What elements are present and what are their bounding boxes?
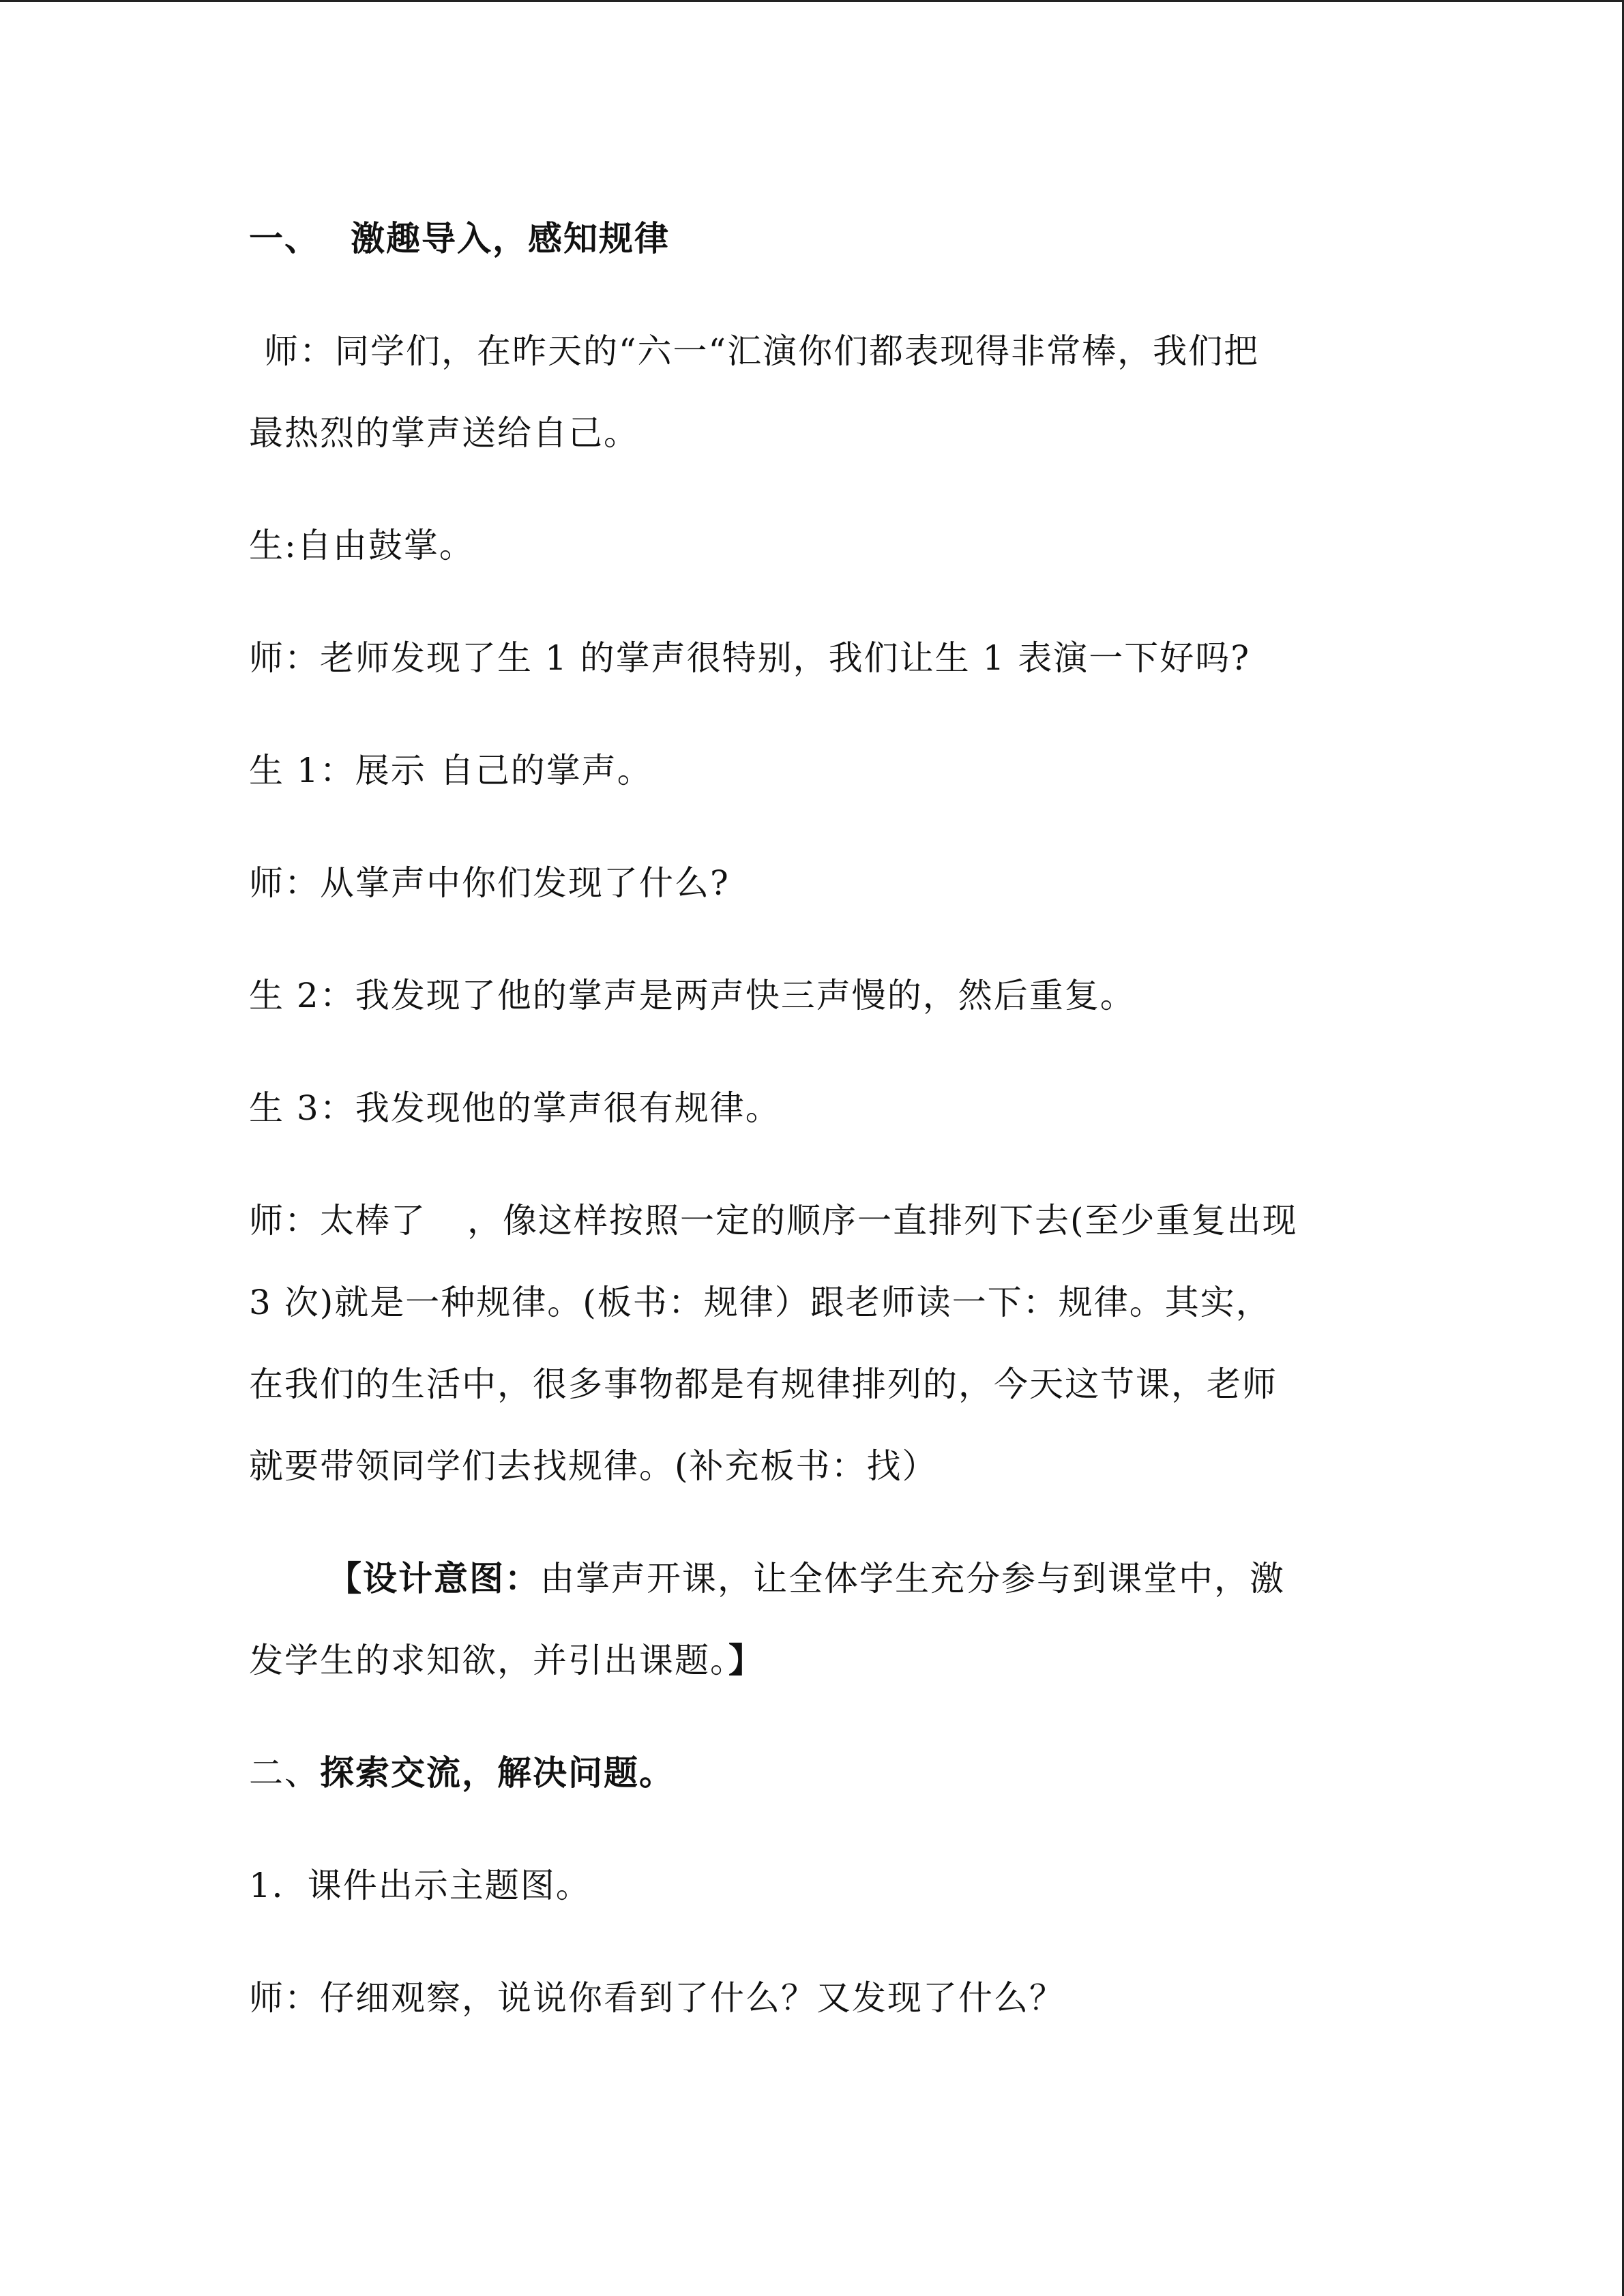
paragraph-text: 师：老师发现了生 1 的掌声很特别，我们让生 1 表演一下好吗?: [249, 638, 1251, 678]
paragraph-line: [249, 525, 475, 566]
section-number: 二、: [249, 1753, 320, 1793]
paragraph-line: [249, 1364, 1278, 1405]
paragraph-text: 发学生的求知欲，并引出课题。: [249, 1641, 728, 1680]
paragraph-line: [249, 1282, 1271, 1323]
paragraph-text: 生:自由鼓掌。: [249, 526, 475, 565]
paragraph-text: 在我们的生活中，很多事物都是有规律排列的，今天这节课，老师: [249, 1365, 1278, 1404]
paragraph-line: [249, 975, 1136, 1016]
section-heading-2: [249, 1753, 675, 1793]
paragraph-line: [249, 1088, 781, 1129]
paragraph-line: [249, 750, 653, 791]
design-intent-line: [249, 1640, 764, 1681]
paragraph-line: [249, 1200, 1298, 1241]
paragraph-text: 师：同学们，在昨天的“六一“汇演你们都表现得非常棒，我们把: [264, 331, 1260, 371]
paragraph-text: 生 1：展示: [249, 751, 426, 790]
paragraph-text: 师：仔细观察，说说你看到了什么？又发现了什么？: [249, 1978, 1065, 2018]
paragraph-text: 3 次)就是一种规律。(板书：规律）跟老师读一下：规律。其实，: [249, 1283, 1271, 1322]
paragraph-text: ，像这样按照一定的顺序一直排列下去(至少重复出现: [467, 1201, 1298, 1240]
design-intent-label: 【设计意图：: [327, 1558, 540, 1598]
paragraph-text: 1．课件出示主题图。: [249, 1866, 591, 1905]
paragraph-text: 自己的掌声。: [439, 751, 653, 790]
paragraph-text: 师：从掌声中你们发现了什么?: [249, 863, 730, 903]
section-heading-1: [249, 218, 670, 259]
paragraph-line: [249, 331, 1259, 372]
paragraph-line: [249, 863, 730, 904]
paragraph-text: 生 3：我发现他的掌声很有规律。: [249, 1088, 781, 1128]
design-intent-line: [327, 1558, 1285, 1599]
paragraph-text: 生 2：我发现了他的掌声是两声快三声慢的，然后重复。: [249, 976, 1136, 1015]
list-item: [249, 1865, 591, 1906]
paragraph-text: 师：太棒了: [249, 1201, 426, 1240]
paragraph-line: [249, 1446, 938, 1487]
paragraph-text: 就要带领同学们去找规律。(补充板书：找）: [249, 1446, 938, 1486]
section-number: 一、: [249, 218, 320, 258]
paragraph-line: [249, 638, 1250, 679]
section-title: 激趣导入，感知规律: [351, 218, 670, 258]
design-intent-close: 】: [728, 1640, 764, 1680]
paragraph-text: 最热烈的掌声送给自己。: [249, 413, 639, 453]
paragraph-line: [249, 1978, 1065, 2018]
paragraph-text: 由掌声开课，让全体学生充分参与到课堂中，激: [540, 1559, 1285, 1598]
section-title: 探索交流，解决问题。: [320, 1753, 675, 1793]
paragraph-line: [249, 413, 639, 453]
